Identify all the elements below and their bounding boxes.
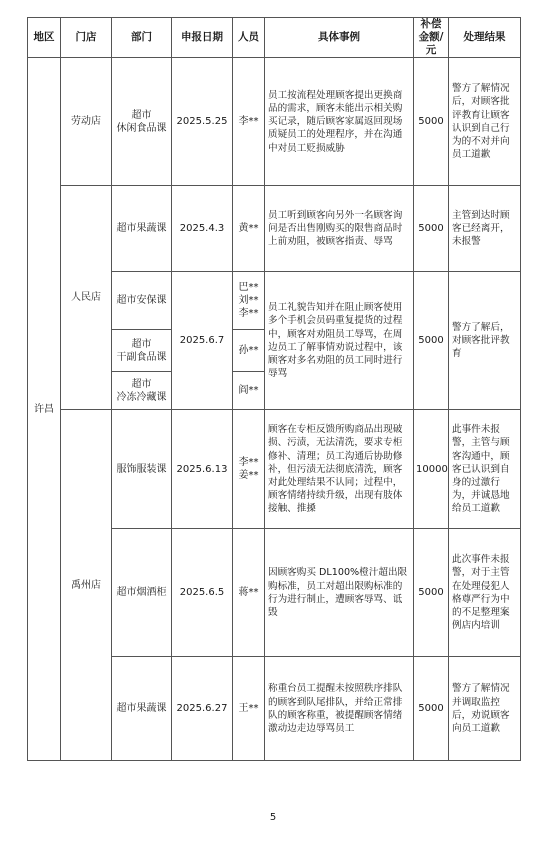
header-department: 部门 — [112, 18, 172, 58]
date-cell: 2025.4.3 — [172, 186, 233, 272]
result-cell: 警方了解后，对顾客批评教育 — [449, 272, 521, 410]
person-cell: 孙** — [233, 330, 265, 372]
page-number: 5 — [269, 812, 277, 823]
result-cell: 警方了解情况后，对顾客批评教育让顾客认识到自己行为的不对并向员工道歉 — [449, 58, 521, 186]
department-cell: 超市安保课 — [112, 272, 172, 330]
person-cell: 李** 姜** — [233, 410, 265, 529]
header-amount: 补偿金额/元 — [414, 18, 449, 58]
department-cell: 超市 冷冻冷藏课 — [112, 372, 172, 410]
date-cell: 2025.6.27 — [172, 657, 233, 761]
date-cell: 2025.6.13 — [172, 410, 233, 529]
header-store: 门店 — [61, 18, 112, 58]
details-cell: 员工按流程处理顾客提出更换商品的需求，顾客未能出示相关购买记录，随后顾客家属返回现场质疑员工的处理程序，并在沟通中对员工贬损威胁 — [265, 58, 414, 186]
amount-cell: 5000 — [414, 186, 449, 272]
header-details: 具体事例 — [265, 18, 414, 58]
department-cell: 服饰服装课 — [112, 410, 172, 529]
person-cell: 阎** — [233, 372, 265, 410]
department-cell: 超市 休闲食品课 — [112, 58, 172, 186]
person-cell: 蒋** — [233, 529, 265, 657]
result-cell: 主管到达时顾客已经离开，未报警 — [449, 186, 521, 272]
department-cell: 超市果蔬课 — [112, 657, 172, 761]
person-cell: 黄** — [233, 186, 265, 272]
amount-cell: 5000 — [414, 58, 449, 186]
details-cell: 因顾客购买 DL100%橙汁超出限购标准，员工对超出限购标准的行为进行制止，遭顾客辱骂、诋毁 — [265, 529, 414, 657]
incident-table — [27, 17, 521, 761]
person-cell: 巴** 刘** 李** — [233, 272, 265, 330]
department-cell: 超市 干副食品课 — [112, 330, 172, 372]
amount-cell: 5000 — [414, 657, 449, 761]
table-row — [28, 410, 521, 529]
header-date: 申报日期 — [172, 18, 233, 58]
header-region: 地区 — [28, 18, 61, 58]
region-cell: 许昌 — [28, 58, 61, 761]
person-cell: 王** — [233, 657, 265, 761]
result-cell: 此事件未报警，主管与顾客沟通中，顾客已认识到自身的过激行为，并诚恳地给员工道歉 — [449, 410, 521, 529]
details-cell: 顾客在专柜反馈所购商品出现破损、污渍，无法清洗，要求专柜修补、清理；员工沟通后协助修补，但污渍无法彻底清洗，顾客对此处理结果不认同；过程中，顾客情绪持续升级，出现有肢体接触、推搡 — [265, 410, 414, 529]
department-cell: 超市烟酒柜 — [112, 529, 172, 657]
store-cell: 禹州店 — [61, 410, 112, 761]
details-cell: 员工礼貌告知并在阻止顾客使用多个手机会员码重复提货的过程中，顾客对劝阻员工辱骂，在周边员工了解事情劝说过程中，该顾客对多名劝阻的员工同时进行辱骂 — [265, 272, 414, 410]
header-row — [28, 18, 521, 58]
date-cell: 2025.5.25 — [172, 58, 233, 186]
details-cell: 员工听到顾客向另外一名顾客询问是否出售刚购买的限售商品时上前劝阻，被顾客指责、辱骂 — [265, 186, 414, 272]
result-cell: 此次事件未报警，对于主管在处理侵犯人格尊严行为中的不足整理案例店内培训 — [449, 529, 521, 657]
details-cell: 称重台员工提醒未按照秩序排队的顾客到队尾排队，并给正常排队的顾客称重，被提醒顾客情绪激动边走边辱骂员工 — [265, 657, 414, 761]
header-result: 处理结果 — [449, 18, 521, 58]
amount-cell: 5000 — [414, 272, 449, 410]
store-cell: 劳动店 — [61, 58, 112, 186]
store-cell: 人民店 — [61, 186, 112, 410]
date-cell: 2025.6.7 — [172, 272, 233, 410]
person-cell: 李** — [233, 58, 265, 186]
table-row — [28, 58, 521, 186]
amount-cell: 5000 — [414, 529, 449, 657]
header-person: 人员 — [233, 18, 265, 58]
department-cell: 超市果蔬课 — [112, 186, 172, 272]
table-row — [28, 186, 521, 272]
date-cell: 2025.6.5 — [172, 529, 233, 657]
result-cell: 警方了解情况并调取监控后，劝说顾客向员工道歉 — [449, 657, 521, 761]
amount-cell: 10000 — [414, 410, 449, 529]
